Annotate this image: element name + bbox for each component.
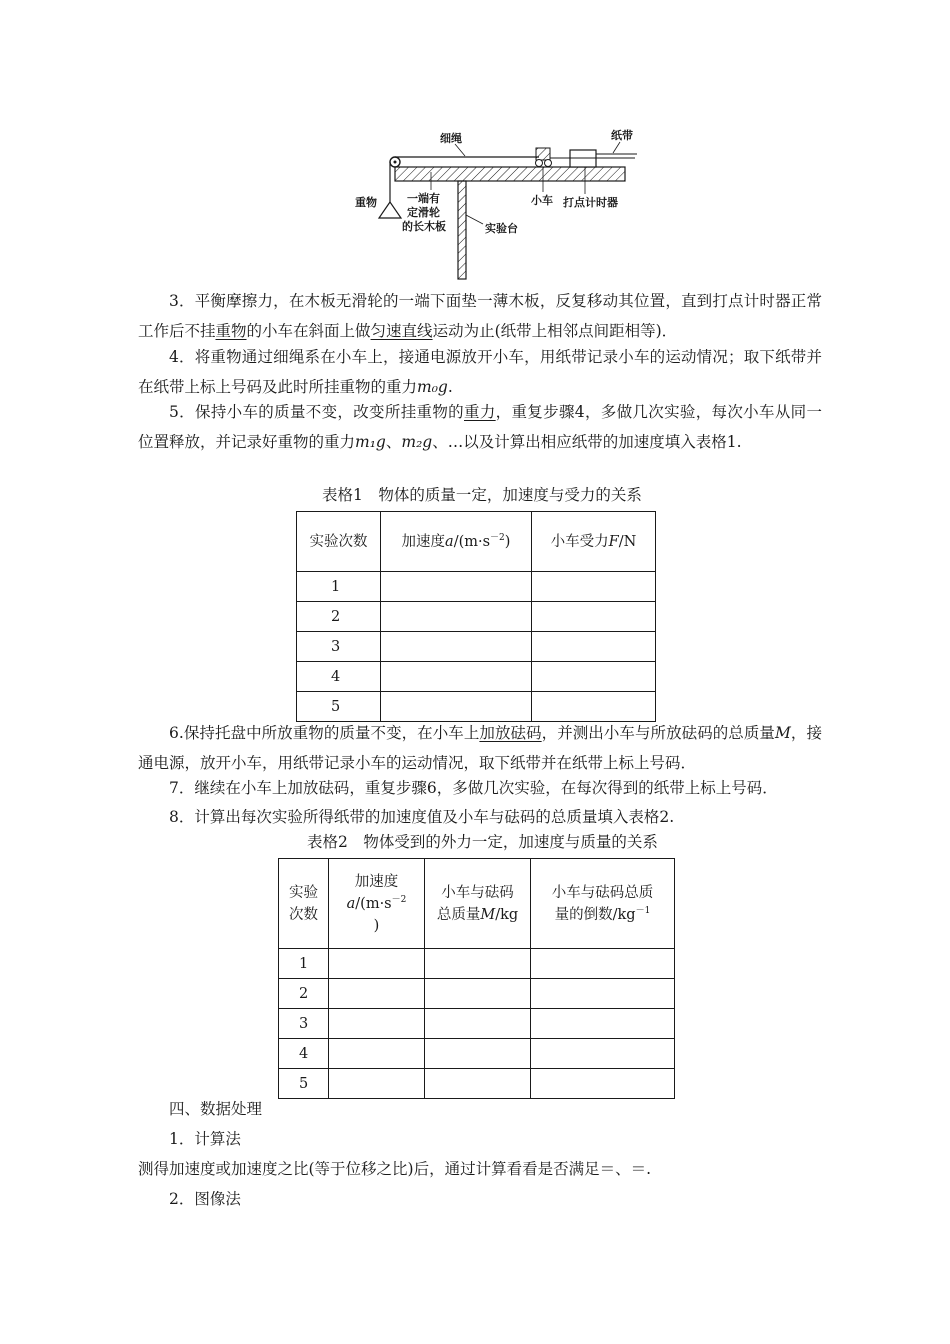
empty-cell bbox=[532, 632, 656, 662]
step-5: 5．保持小车的质量不变，改变所挂重物的重力，重复步骤4，多做几次实验，每次小车从同一位置释放，并记录好重物的重力m₁g、m₂g、…以及计算出相应纸带的加速度填入表格1. bbox=[138, 403, 822, 451]
table-row bbox=[297, 632, 656, 662]
row-index: 5 bbox=[297, 692, 381, 722]
table1-header-row bbox=[297, 512, 656, 572]
empty-cell bbox=[531, 1039, 675, 1069]
table2-col-mass: 小车与砝码 总质量M/kg bbox=[425, 859, 531, 949]
table1-col-force: 小车受力F/N bbox=[532, 512, 656, 572]
label-board-1: 一端有 bbox=[407, 192, 440, 205]
label-bench: 实验台 bbox=[485, 222, 518, 235]
empty-cell bbox=[425, 1069, 531, 1099]
empty-cell bbox=[329, 1069, 425, 1099]
empty-cell bbox=[532, 692, 656, 722]
row-index: 2 bbox=[297, 602, 381, 632]
section-heading: 四、数据处理 bbox=[169, 1100, 263, 1118]
label-cart: 小车 bbox=[531, 194, 553, 207]
row-index: 3 bbox=[297, 632, 381, 662]
table2-col-inverse-mass: 小车与砝码总质 量的倒数$/kg^{-1}$ bbox=[531, 859, 675, 949]
table1-col-trial: 实验次数 bbox=[297, 512, 381, 572]
label-weight: 重物 bbox=[355, 196, 377, 209]
empty-cell bbox=[532, 602, 656, 632]
empty-cell bbox=[381, 692, 532, 722]
label-timer: 打点计时器 bbox=[563, 196, 618, 209]
empty-cell bbox=[531, 1009, 675, 1039]
empty-cell bbox=[425, 949, 531, 979]
table-2 bbox=[278, 858, 675, 1099]
method-graph-heading: 2．图像法 bbox=[169, 1190, 241, 1208]
step-4: 4．将重物通过细绳系在小车上，接通电源放开小车，用纸带记录小车的运动情况；取下纸带并在纸带上标上号码及此时所挂重物的重力m₀g. bbox=[138, 348, 822, 396]
weight bbox=[379, 202, 401, 218]
empty-cell bbox=[531, 979, 675, 1009]
row-index: 1 bbox=[279, 949, 329, 979]
empty-cell bbox=[381, 572, 532, 602]
bench-stem bbox=[458, 181, 466, 279]
table-row bbox=[279, 979, 675, 1009]
empty-cell bbox=[532, 662, 656, 692]
table-row bbox=[279, 1069, 675, 1099]
table2-caption: 表格2 物体受到的外力一定，加速度与质量的关系 bbox=[307, 833, 658, 851]
apparatus-diagram bbox=[345, 120, 645, 285]
step-8: 8．计算出每次实验所得纸带的加速度值及小车与砝码的总质量填入表格2. bbox=[169, 808, 675, 826]
label-board-2: 定滑轮 bbox=[407, 206, 440, 219]
table-row bbox=[297, 662, 656, 692]
row-index: 4 bbox=[279, 1039, 329, 1069]
empty-cell bbox=[425, 1009, 531, 1039]
row-index: 1 bbox=[297, 572, 381, 602]
table-row bbox=[279, 1039, 675, 1069]
table-1 bbox=[296, 511, 656, 722]
empty-cell bbox=[532, 572, 656, 602]
method-calc-heading: 1．计算法 bbox=[169, 1130, 241, 1148]
label-tape: 纸带 bbox=[611, 129, 633, 142]
table2-header-row bbox=[279, 859, 675, 949]
table-row bbox=[279, 1009, 675, 1039]
empty-cell bbox=[531, 949, 675, 979]
row-index: 2 bbox=[279, 979, 329, 1009]
table2-col-trial: 实验 次数 bbox=[279, 859, 329, 949]
label-board-3: 的长木板 bbox=[402, 220, 446, 233]
empty-cell bbox=[329, 949, 425, 979]
empty-cell bbox=[329, 1039, 425, 1069]
row-index: 5 bbox=[279, 1069, 329, 1099]
empty-cell bbox=[531, 1069, 675, 1099]
label-rope: 细绳 bbox=[440, 132, 462, 145]
table1-caption: 表格1 物体的质量一定，加速度与受力的关系 bbox=[322, 486, 642, 504]
step-6: 6.保持托盘中所放重物的质量不变，在小车上加放砝码，并测出小车与所放砝码的总质量M，接通电源，放开小车，用纸带记录小车的运动情况，取下纸带并在纸带上标上号码． bbox=[138, 724, 822, 772]
table1-col-accel: 加速度$a/(m\cdot s^{-2})$ bbox=[381, 512, 532, 572]
step-7: 7．继续在小车上加放砝码，重复步骤6，多做几次实验，在每次得到的纸带上标上号码． bbox=[169, 779, 778, 797]
empty-cell bbox=[381, 662, 532, 692]
table-row bbox=[297, 692, 656, 722]
table-row bbox=[297, 602, 656, 632]
cart bbox=[536, 148, 550, 160]
empty-cell bbox=[329, 979, 425, 1009]
row-index: 4 bbox=[297, 662, 381, 692]
table-row bbox=[279, 949, 675, 979]
empty-cell bbox=[329, 1009, 425, 1039]
table2-col-accel: 加速度 $a/(m\cdot s^{-2}$ ) bbox=[329, 859, 425, 949]
empty-cell bbox=[381, 602, 532, 632]
empty-cell bbox=[425, 1039, 531, 1069]
empty-cell bbox=[425, 979, 531, 1009]
row-index: 3 bbox=[279, 1009, 329, 1039]
empty-cell bbox=[381, 632, 532, 662]
step-3: 3．平衡摩擦力，在木板无滑轮的一端下面垫一薄木板，反复移动其位置，直到打点计时器正常工作后不挂重物的小车在斜面上做匀速直线运动为止(纸带上相邻点间距相等)． bbox=[138, 292, 822, 340]
table-row bbox=[297, 572, 656, 602]
method-calc-text: 测得加速度或加速度之比(等于位移之比)后，通过计算看看是否满足＝、＝. bbox=[138, 1160, 652, 1178]
long-board bbox=[395, 167, 625, 181]
